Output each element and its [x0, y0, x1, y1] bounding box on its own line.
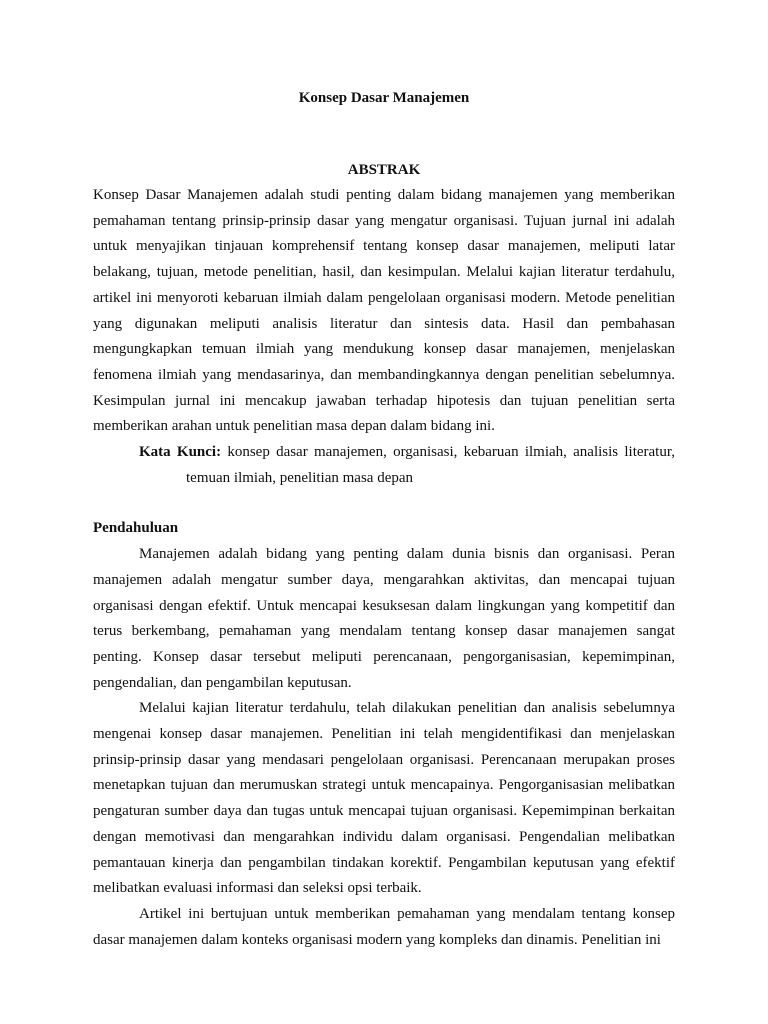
keywords-text: konsep dasar manajemen, organisasi, kebaruan ilmiah, analisis literatur, temuan ilmiah, penelitian masa depan	[186, 444, 675, 486]
abstract-text: Konsep Dasar Manajemen adalah studi penting dalam bidang manajemen yang memberikan pemahaman tentang prinsip-prinsip dasar yang mengatur organisasi. Tujuan jurnal ini adalah untuk menyajikan tinjauan komprehensif tentang konsep dasar manajemen, meliputi latar belakang, tujuan, metode penelitian, hasil, dan kesimpulan. Melalui kajian literatur terdahulu, artikel ini menyoroti kebaruan ilmiah dalam pengelolaan organisasi modern. Metode penelitian yang digunakan meliputi analisis literatur dan sintesis data. Hasil dan pembahasan mengungkapkan temuan ilmiah yang mendukung konsep dasar manajemen, menjelaskan fenomena ilmiah yang mendasarinya, dan membandingkannya dengan penelitian sebelumnya. Kesimpulan jurnal ini mencakup jawaban terhadap hipotesis dan tujuan penelitian serta memberikan arahan untuk penelitian masa depan dalam bidang ini.	[93, 187, 675, 435]
intro-paragraph-3: Artikel ini bertujuan untuk memberikan pemahaman yang mendalam tentang konsep dasar manajemen dalam konteks organisasi modern yang kompleks dan dinamis. Penelitian ini	[93, 905, 675, 948]
intro-paragraph-2: Melalui kajian literatur terdahulu, telah dilakukan penelitian dan analisis sebelumnya mengenai konsep dasar manajemen. Penelitian ini telah mengidentifikasi dan menjelaskan prinsip-prinsip dasar yang mendasari pengelolaan organisasi. Perencanaan merupakan proses menetapkan tujuan dan merumuskan strategi untuk mencapainya. Pengorganisasian melibatkan pengaturan sumber daya dan tugas untuk mencapai tujuan organisasi. Kepemimpinan berkaitan dengan memotivasi dan mengarahkan individu dalam organisasi. Pengendalian melibatkan pemantauan kinerja dan pengambilan tindakan korektif. Pengambilan keputusan yang efektif melibatkan evaluasi informasi dan seleksi opsi terbaik.	[93, 700, 675, 897]
document-content	[93, 86, 675, 953]
intro-paragraph-1: Manajemen adalah bidang yang penting dalam dunia bisnis dan organisasi. Peran manajemen adalah mengatur sumber daya, mengarahkan aktivitas, dan mencapai tujuan organisasi dengan efektif. Untuk mencapai kesuksesan dalam lingkungan yang kompetitif dan terus berkembang, pemahaman yang mendalam tentang konsep dasar manajemen sangat penting. Konsep dasar tersebut meliputi perencanaan, pengorganisasian, kepemimpinan, pengendalian, dan pengambilan keputusan.	[93, 546, 675, 691]
keywords-label: Kata Kunci:	[139, 444, 222, 461]
abstract-heading: ABSTRAK	[347, 162, 421, 178]
section-heading-pendahuluan: Pendahuluan	[93, 520, 179, 537]
document-title: Konsep Dasar Manajemen	[298, 90, 470, 106]
keywords-line	[139, 440, 675, 491]
